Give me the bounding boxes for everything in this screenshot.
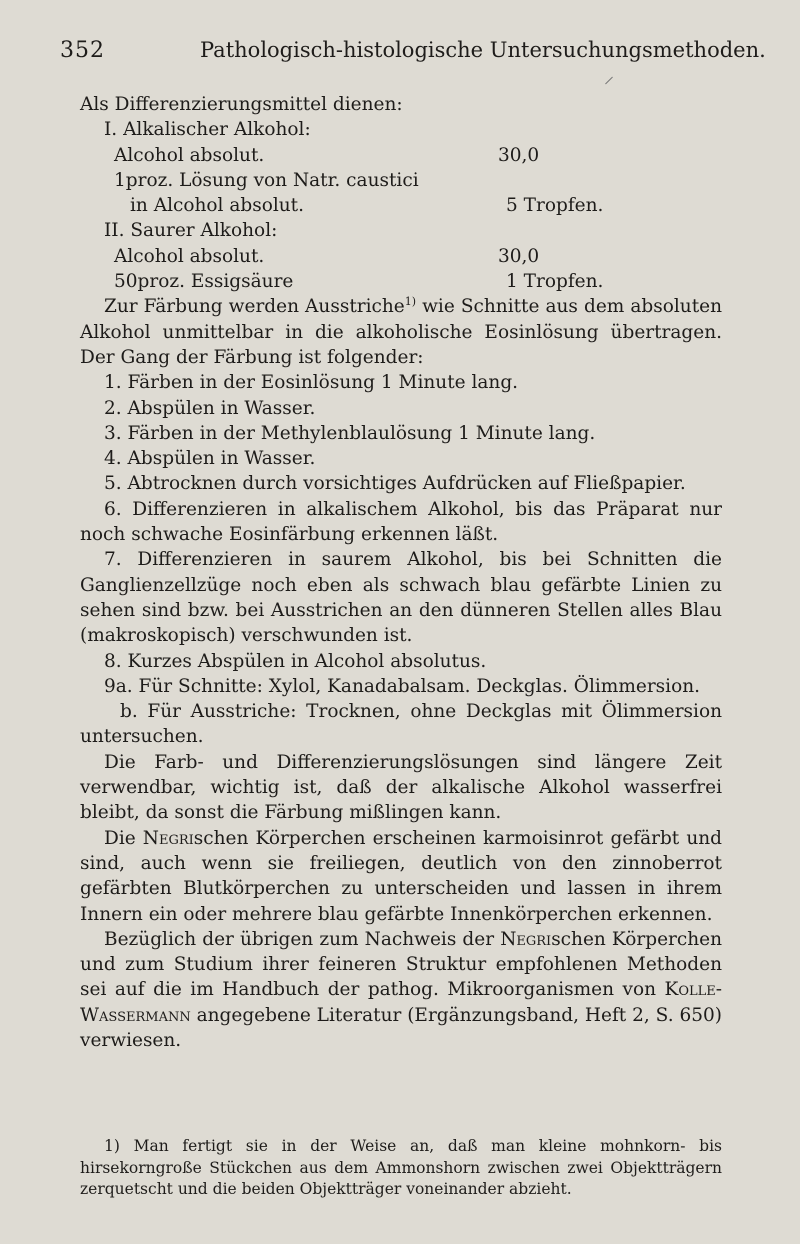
step-item: 1. Färben in der Eosinlösung 1 Minute lang.	[104, 372, 519, 394]
recipe-ingredient: Alcohol absolut.	[114, 245, 265, 267]
paragraph-staining-intro	[80, 294, 722, 370]
running-title: Pathologisch-histologische Untersuchungsmethoden.	[200, 38, 766, 62]
step-item: 9a. Für Schnitte: Xylol, Kanadabalsam. Deckglas. Ölimmersion.	[104, 675, 701, 697]
recipe-section-1-title: I. Alkalischer Alkohol:	[104, 119, 311, 141]
footnote-text: 1) Man fertigt sie in der Weise an, daß man kleine mohnkorn- bis hirsekorngroße Stückchen aus dem Ammonshorn zwischen zwei Objektträgern zerquetscht und die beiden Objektträger voneinander abzieht.	[80, 1137, 722, 1198]
step-item: 6. Differenzieren in alkalischem Alkohol, bis das Präparat nur noch schwache Eosinfärbung erkennen läßt.	[80, 498, 722, 546]
paragraph-references	[80, 927, 722, 1053]
paragraph-text: schen Körperchen und zum Studium ihrer feineren Struktur empfohlenen Methoden sei auf die im Handbuch der pathog. Mikroorganismen von	[80, 928, 723, 1001]
recipe-row	[80, 269, 722, 294]
recipe-ingredient: 50proz. Essigsäure	[114, 271, 294, 293]
step-item: 3. Färben in der Methylenblaulösung 1 Minute lang.	[104, 422, 596, 444]
paragraph-solutions: Die Farb- und Differenzierungslösungen sind längere Zeit verwendbar, wichtig ist, daß der alkalische Alkohol wasserfrei bleibt, da sonst die Färbung mißlingen kann.	[80, 751, 722, 824]
paragraph-text: Bezüglich der übrigen zum Nachweis der	[104, 928, 501, 950]
recipe-row	[80, 168, 722, 193]
step-item: 5. Abtrocknen durch vorsichtiges Aufdrücken auf Fließpapier.	[104, 473, 686, 495]
recipe-amount: 30,0	[498, 245, 540, 267]
recipe-intro: Als Differenzierungsmittel dienen:	[80, 94, 403, 115]
author-name: Negri	[500, 928, 552, 950]
step-item: 4. Abspülen in Wasser.	[104, 448, 316, 470]
author-name: Kolle-Wassermann	[80, 979, 722, 1026]
paragraph-text: angegebene Literatur (Ergänzungsband, Heft 2, S. 650) verwiesen.	[80, 1004, 722, 1051]
paragraph-negri-bodies	[80, 826, 722, 927]
recipe-ingredient: Alcohol absolut.	[114, 144, 265, 166]
page-header	[60, 38, 766, 72]
recipe-amount: 30,0	[498, 144, 540, 166]
recipe-row	[80, 193, 722, 218]
recipe-row	[80, 244, 722, 269]
page-number: 352	[60, 38, 105, 63]
footnote	[80, 1136, 722, 1201]
footnote-ref: 1)	[404, 295, 417, 309]
page-body	[80, 92, 722, 1053]
step-item: b. Für Ausstriche: Trocknen, ohne Deckglas mit Ölimmersion untersuchen.	[80, 701, 722, 748]
pencil-mark	[605, 77, 613, 85]
paragraph-text: wie Schnitte aus dem absoluten Alkohol unmittelbar in die alkoholische Eosinlösung übertragen. Der Gang der Färbung ist folgender:	[80, 296, 722, 368]
recipe-ingredient: 1proz. Lösung von Natr. caustici	[114, 169, 419, 191]
paragraph-text: Die	[104, 827, 143, 849]
author-name: Negri	[142, 827, 194, 849]
recipe-row	[80, 143, 722, 168]
recipe-amount: 1 Tropfen.	[506, 271, 604, 293]
paragraph-text: schen Körperchen erscheinen karmoisinrot gefärbt und sind, auch wenn sie freiliegen, deutlich von den zinnoberrot gefärbten Blutkörperchen zu unterscheiden und lassen in ihrem Innern ein oder mehrere blau gefärbte Innenkörperchen erkennen.	[80, 827, 722, 925]
recipe-ingredient: in Alcohol absolut.	[130, 195, 304, 217]
step-item: 8. Kurzes Abspülen in Alcohol absolutus.	[104, 650, 487, 672]
paragraph-text: Zur Färbung werden Ausstriche	[104, 296, 405, 318]
step-item: 2. Abspülen in Wasser.	[104, 397, 316, 419]
step-item: 7. Differenzieren in saurem Alkohol, bis bei Schnitten die Ganglienzellzüge noch eben als schwach blau gefärbte Linien zu sehen sind bzw. bei Ausstrichen an den dünneren Stellen alles Blau (makroskopisch) verschwunden ist.	[80, 549, 722, 647]
recipe-amount: 5 Tropfen.	[506, 195, 604, 217]
recipe-section-2-title: II. Saurer Alkohol:	[104, 220, 278, 242]
